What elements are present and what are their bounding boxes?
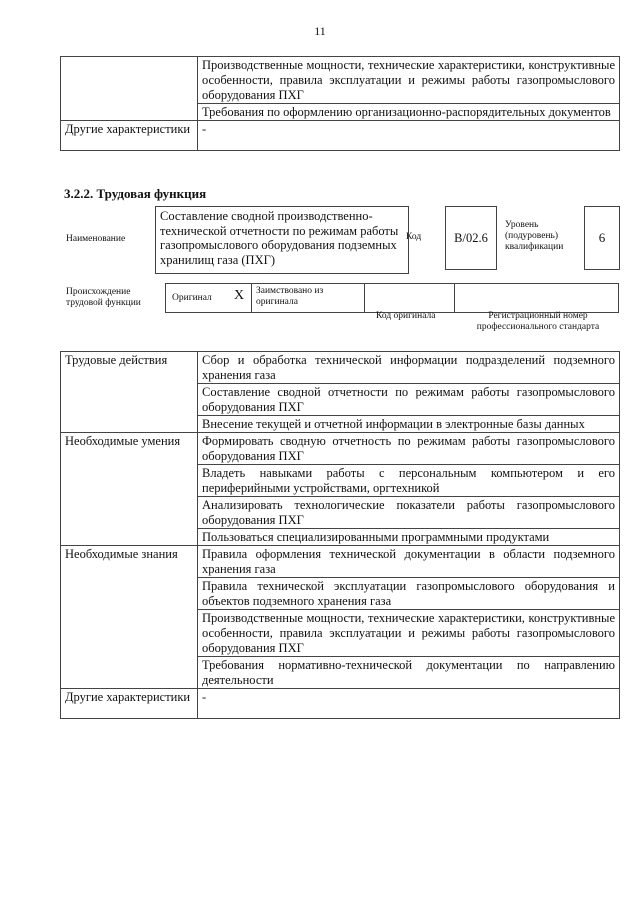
knowledge-item: Производственные мощности, технические характеристики, конструктивные особенности, правила эксплуатации и режимы работы газопромыслового оборудования ПХГ	[198, 610, 620, 657]
skill-item: Владеть навыками работы с персональным компьютером и его периферийными устройствами, оргтехникой	[198, 465, 620, 497]
labor-action-item: Сбор и обработка технической информации подразделений подземного хранения газа	[198, 352, 620, 384]
level-label: Уровень (подуровень) квалификации	[505, 220, 564, 252]
other-value: -	[198, 689, 620, 719]
knowledge-label: Необходимые знания	[61, 546, 198, 689]
knowledge-item: Требования нормативно-технической документации по направлению деятельности	[198, 657, 620, 689]
reg-number-label: Регистрационный номер профессионального стандарта	[476, 311, 600, 332]
origin-divider	[454, 284, 455, 312]
knowledge-item: Правила оформления технической документации в области подземного хранения газа	[198, 546, 620, 578]
name-label: Наименование	[66, 234, 126, 244]
code-original-label: Код оригинала	[376, 311, 436, 321]
origin-divider	[364, 284, 365, 312]
origin-box	[165, 283, 619, 313]
top-table-item: Требования по оформлению организационно-распорядительных документов	[198, 104, 620, 121]
origin-borrowed: Заимствовано из оригинала	[256, 286, 324, 307]
labor-action-item: Составление сводной отчетности по режимам работы газопромыслового оборудования ПХГ	[198, 384, 620, 416]
origin-divider	[251, 284, 252, 312]
level-value: 6	[584, 206, 620, 270]
labor-actions-label: Трудовые действия	[61, 352, 198, 433]
page-number: 11	[314, 24, 326, 38]
labor-action-item: Внесение текущей и отчетной информации в электронные базы данных	[198, 416, 620, 433]
knowledge-item: Правила технической эксплуатации газопромыслового оборудования и объектов подземного хранения газа	[198, 578, 620, 610]
top-table-other-label: Другие характеристики	[61, 121, 198, 151]
top-table-item: Производственные мощности, технические характеристики, конструктивные особенности, правила эксплуатации и режимы работы газопромыслового оборудования ПХГ	[198, 57, 620, 104]
skill-item: Формировать сводную отчетность по режимам работы газопромыслового оборудования ПХГ	[198, 433, 620, 465]
skill-item: Анализировать технологические показатели работы газопромыслового оборудования ПХГ	[198, 497, 620, 529]
code-value: В/02.6	[445, 206, 497, 270]
other-label: Другие характеристики	[61, 689, 198, 719]
skills-label: Необходимые умения	[61, 433, 198, 546]
origin-label: Происхождение трудовой функции	[66, 287, 141, 308]
skill-item: Пользоваться специализированными программными продуктами	[198, 529, 620, 546]
top-table	[60, 56, 620, 151]
origin-original: Оригинал	[172, 293, 212, 303]
top-table-other-value: -	[198, 121, 620, 151]
name-value: Составление сводной производственно-технической отчетности по режимам работы газопромыслового оборудования подземных хранилищ газа (ПХГ)	[155, 206, 409, 274]
main-table	[60, 351, 620, 719]
top-table-empty-label	[61, 57, 198, 121]
origin-mark: X	[234, 288, 245, 303]
code-label: Код	[406, 232, 422, 242]
section-title: 3.2.2. Трудовая функция	[64, 186, 207, 201]
